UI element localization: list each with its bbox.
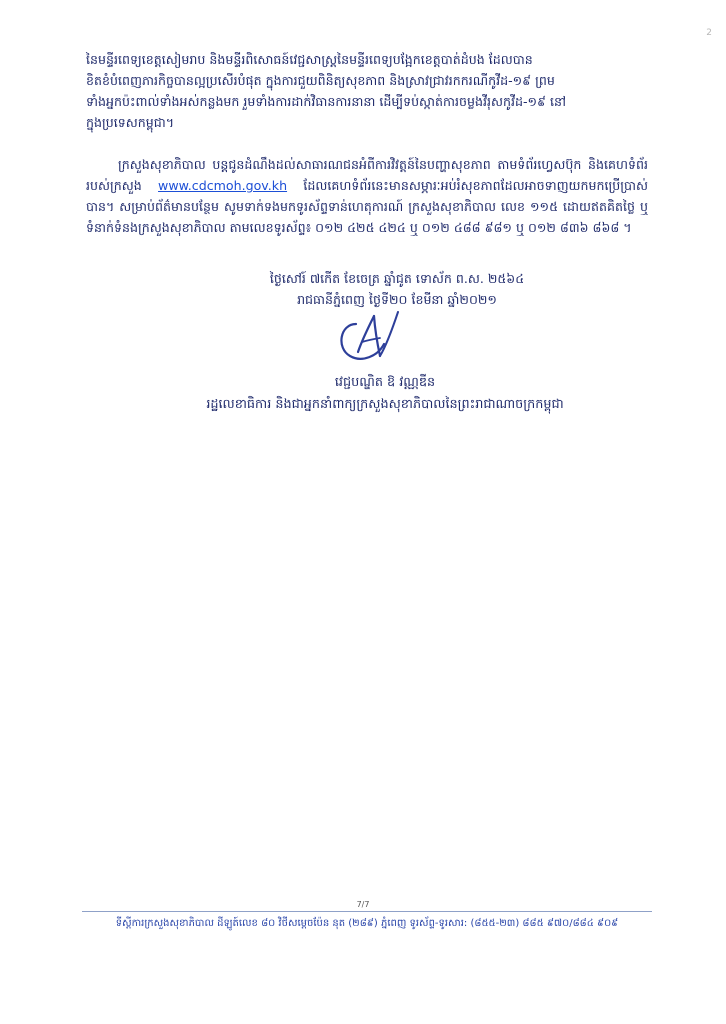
paragraph-text-after-link: ដែលគេហទំព័រនេះមានសម្ភារៈអប់រំសុខភាពដែលអាចទាញយកមកប្រើប្រាស់បាន។ សម្រាប់ព័ត៌មានបន្ថែម សូមទាក់ទងមកទូរស័ព្ទទាន់ហេតុការណ៍ ក្រសួងសុខាភិបាល លេខ ១១៥ ដោយឥតគិតថ្លៃ ឬទំនាក់ទំនងក្រសួងសុខាភិបាល តាមលេខទូរស័ព្ទ៖ ០១២ ៤២៥ ៤២៤ ឬ ០១២ ៤៨៨ ៩៨១ ឬ ០១២ ៨៣៦ ៨៦៨ ។ [86, 178, 649, 235]
footer-divider [82, 911, 652, 912]
page-corner-mark: 2 [706, 28, 712, 38]
paragraph-text [86, 154, 648, 238]
paragraph-continuation [86, 49, 648, 133]
website-link[interactable]: www.cdcmoh.gov.kh [158, 178, 288, 193]
paragraph-line: ខិតខំបំពេញភារកិច្ចបានល្អប្រសើរបំផុត ក្នុងការជួយពិនិត្យសុខភាព និងស្រាវជ្រាវរកករណីកូវីដ-១៩ ព្រម [86, 73, 555, 88]
solar-date: រាជធានីភ្នំពេញ ថ្ងៃទី២០ ខែមីនា ឆ្នាំ២០២១ [297, 292, 497, 307]
paragraph-line: នៃមន្ទីរពេទ្យខេត្តសៀមរាប និងមន្ទីរពិសោធន៍វេជ្ជសាស្ត្រនៃមន្ទីរពេទ្យបង្អែកខេត្តបាត់ដំបង ដែលបាន [86, 52, 533, 67]
page-number: 7/7 [356, 900, 370, 909]
signer-name: វេជ្ជបណ្ឌិត ឱ វណ្ណឌីន [334, 375, 436, 390]
signer-block [86, 372, 648, 416]
paragraph-line: ក្នុងប្រទេសកម្ពុជា។ [86, 115, 174, 130]
footer-address: ទីស្តីការក្រសួងសុខាភិបាល ដីឡូត៍លេខ ៨០ វិថីសម្តេចប៉ែន នុត (២៨៩) ភ្នំពេញ ទូរស័ព្ទ-ទូរសារ: (៨៥៥-២៣) ៨៨៥ ៩៧០/៨៨៤ ៩០៩ [115, 918, 619, 929]
handwritten-signature [328, 306, 408, 366]
signer-title: រដ្ឋលេខាធិការ និងជាអ្នកនាំពាក្យក្រសួងសុខាភិបាលនៃព្រះរាជាណាចក្រកម្ពុជា [206, 397, 564, 412]
paragraph-contact-info [86, 154, 648, 238]
paragraph-text-before-link: ក្រសួងសុខាភិបាល បន្តជូនដំណឹងដល់សាធារណជនអំពីការវិវត្តន៍នៃបញ្ហាសុខភាព តាមទំព័រហ្វេសប៊ុក និងគេហទំព័ររបស់ក្រសួង [86, 157, 648, 193]
paragraph-line: ទាំងអ្នកប៉ះពាល់ទាំងអស់កន្លងមក រួមទាំងការដាក់វិធានការនានា ដើម្បីទប់ស្កាត់ការចម្លងវីរុសកូវីដ-១៩ នៅ [86, 94, 566, 109]
lunar-date: ថ្ងៃសៅរ៍ ៧កើត ខែចេត្រ ឆ្នាំជូត ទោស័ក ព.ស. ២៥៦៤ [269, 271, 525, 286]
date-block [86, 268, 648, 310]
